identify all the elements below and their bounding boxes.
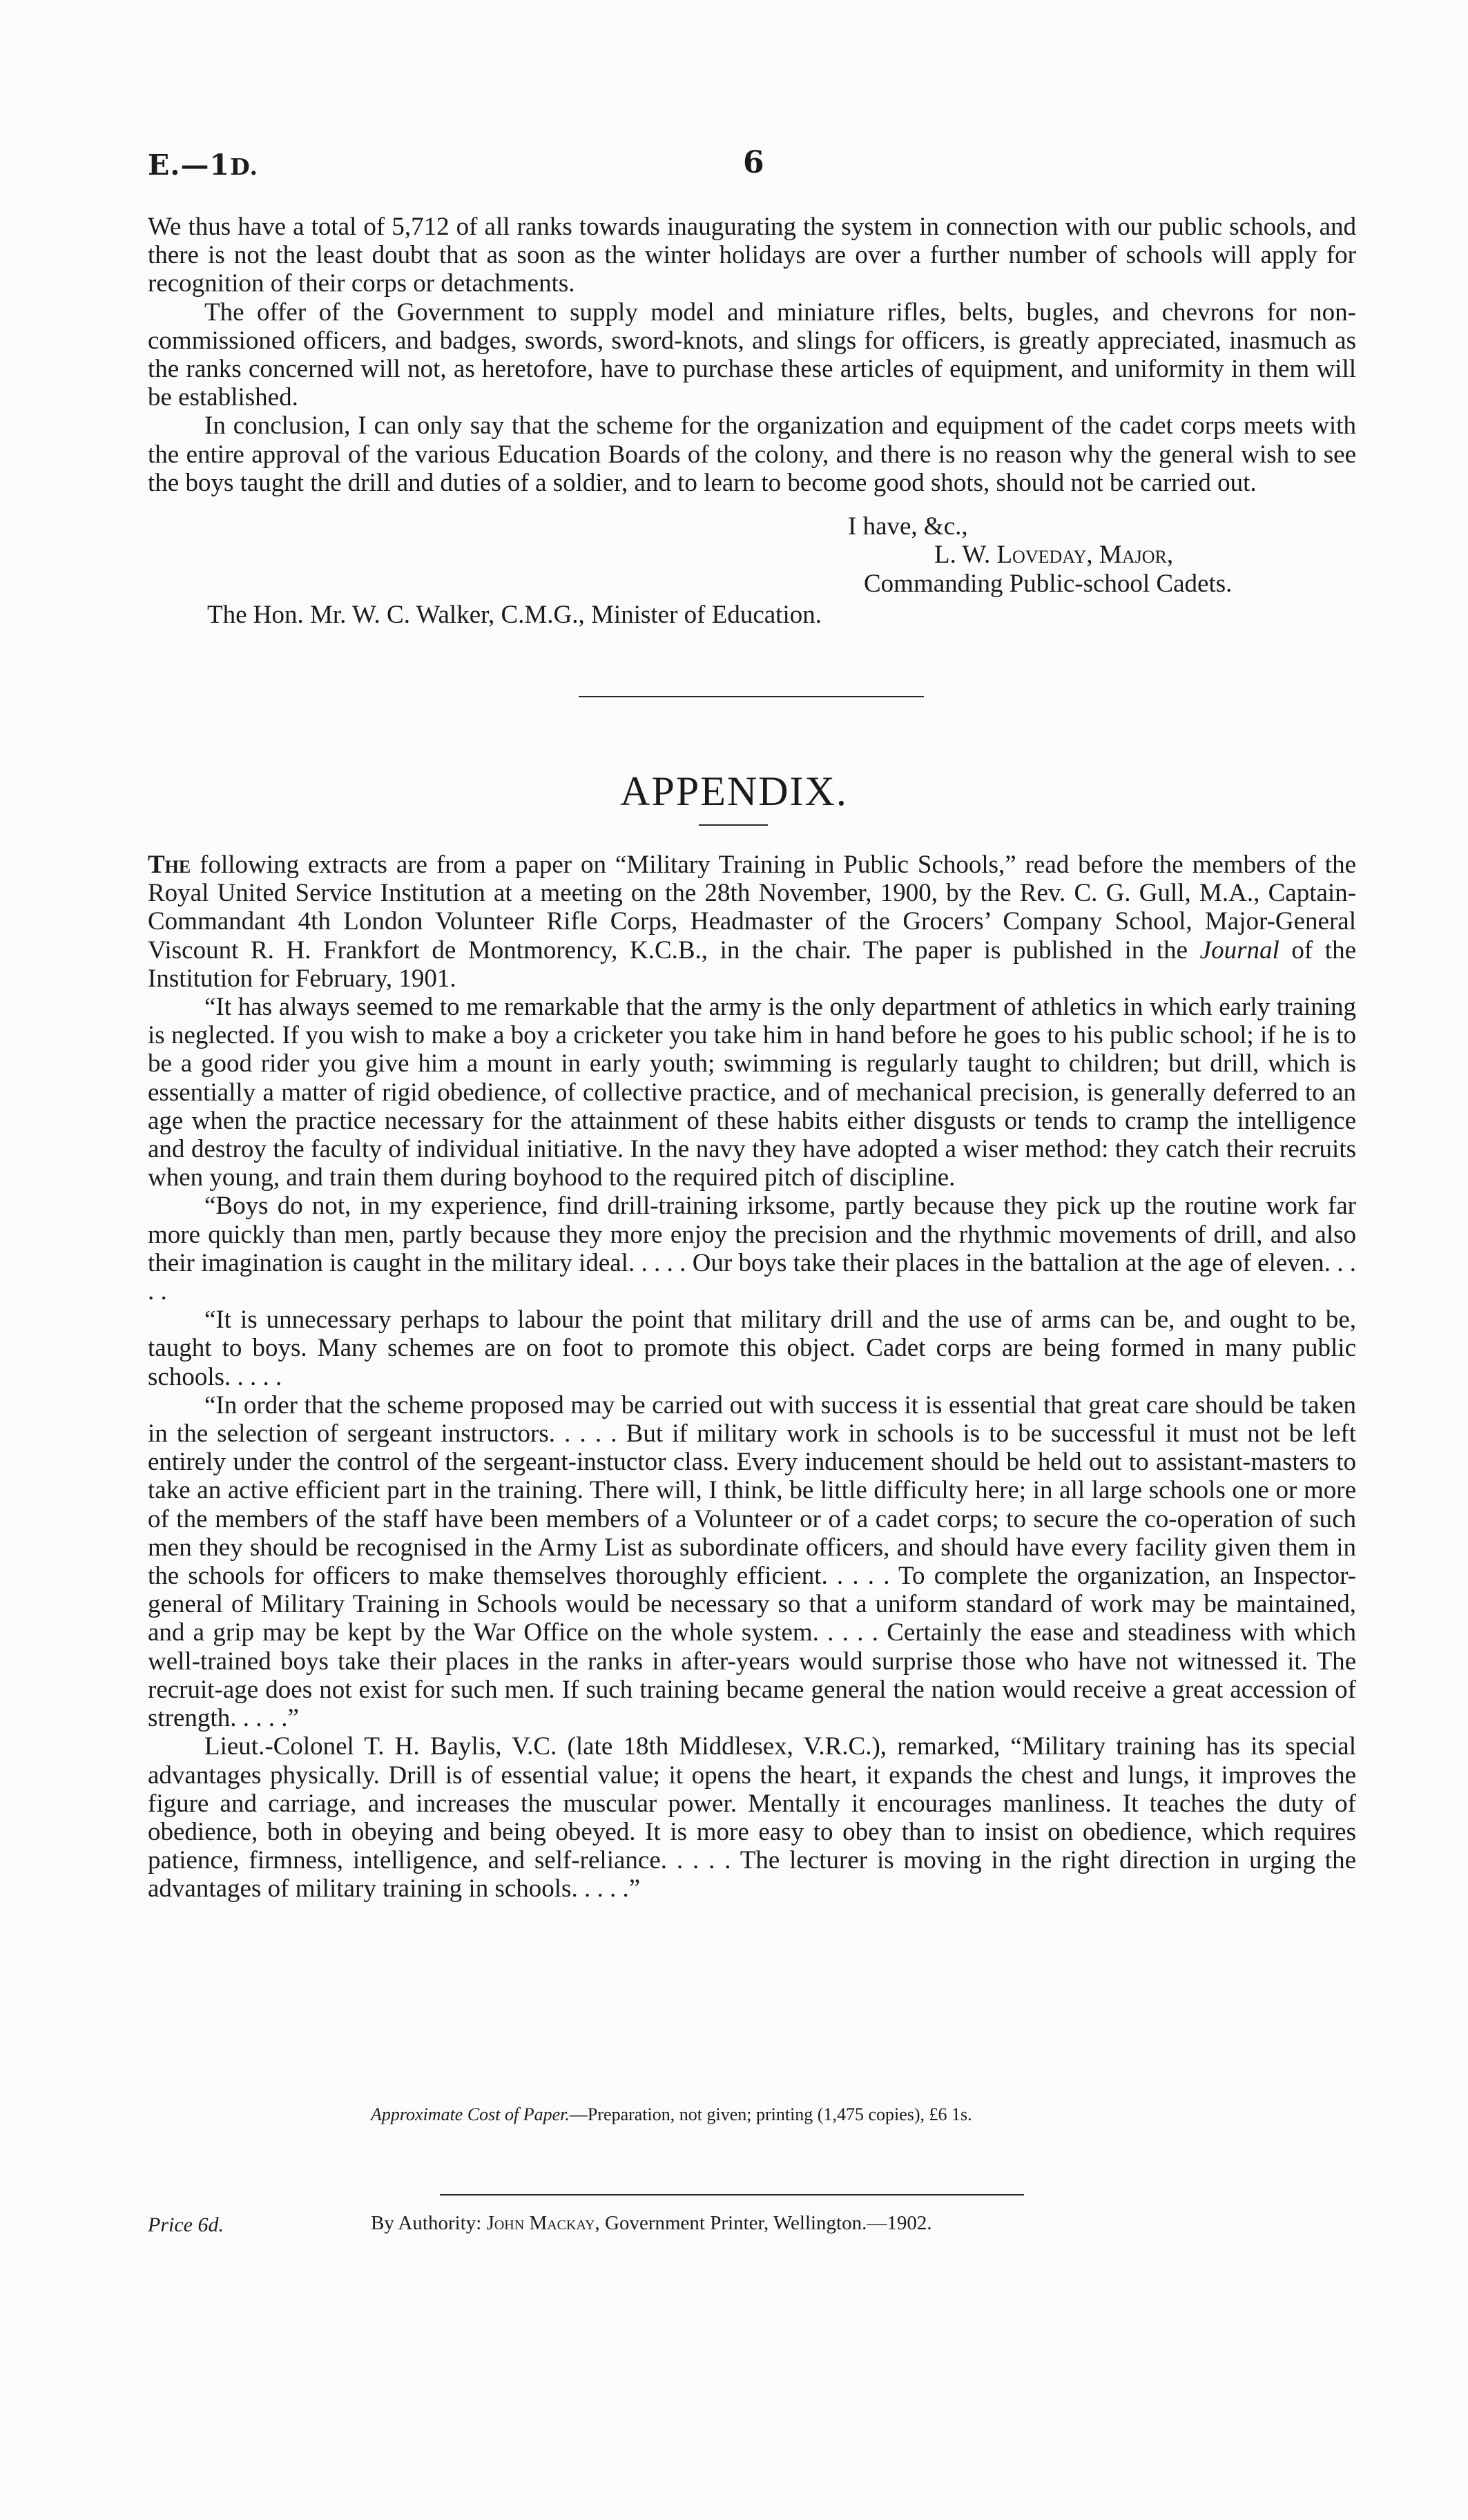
quote-paragraph: “It has always seemed to me remarkable that the army is the only department of athletics in which early training is neglected. If you wish to make a boy a cricketer you take him in hand before he goes to his public school; if he is to be a good rider you give him a mount in early youth; swimming is regularly taught to children; but drill, which is essentially a matter of rigid obedience, of collective practice, and of mechanical precision, is generally deferred to an age when the practice necessary for the attainment of these habits either disgusts or tends to cramp the intelligence and destroy the faculty of individual initiative. In the navy they have adopted a wiser method: they catch their recruits when young, and train them during boyhood to the required pitch of discipline.	[148, 993, 1356, 1192]
title-underline	[699, 824, 768, 826]
authority-prefix: By Authority:	[371, 2212, 487, 2234]
quote-paragraph: “It is unnecessary perhaps to labour the point that military drill and the use of arms can be, and ought to be, taught to boys. Many schemes are on foot to promote this object. Cadet corps are being formed in many public schools. . . . .	[148, 1306, 1356, 1391]
intro-text: following extracts are from a paper on “Military Training in Public Schools,” read before the members of the Royal United Service Institution at a meeting on the 28th November, 1900, by the Rev. C. G. Gull, M.A., Captain-Commandant 4th London Volunteer Rifle Corps, Headmaster of the Grocers’ Company School, Major-General Viscount R. H. Frankfort de Montmorency, K.C.B., in the chair. The paper is published in the	[148, 851, 1356, 965]
lead-word: The	[148, 851, 191, 879]
quote-paragraph: “In order that the scheme proposed may be carried out with success it is essential that great care should be taken in the selection of sergeant instructors. . . . . But if military work in schools is to be successful it must not be left entirely under the control of the sergeant-instuctor class. Every inducement should be held out to assistant-masters to take an active efficient part in the training. There will, I think, be little difficulty here; in all large schools one or more of the members of the staff have been members of a Volunteer or of a cadet corps; to secure the co-operation of such men they should be recognised in the Army List as subordinate officers, and should have every facility given them in the schools for officers to make themselves thoroughly efficient. . . . . To complete the organization, an Inspector-general of Military Training in Schools would be necessary so that a uniform standard of work may be maintained, and a grip may be kept by the War Office on the whole system. . . . . Certainly the ease and steadiness with which well-trained boys take their places in the ranks in after-years would surprise those who have not witnessed it. The recruit-age does not exist for such men. If such training became general the nation would receive a great accession of strength. . . . .”	[148, 1390, 1356, 1733]
quote-paragraph: “Boys do not, in my experience, find drill-training irksome, partly because they pick up the routine work far more quickly than men, partly because they more enjoy the precision and the rhythmic movements of drill, and also their imagination is caught in the military ideal. . . . . Our boys take their places in the battalion at the age of eleven. . . . .	[148, 1192, 1356, 1306]
letter-paragraph: We thus have a total of 5,712 of all ranks towards inaugurating the system in connection with our public schools, and there is not the least doubt that as soon as the winter holidays are over a further number of schools will apply for recognition of their corps or detachments.	[148, 213, 1356, 298]
signatory-name: L. W. Loveday, Major,	[934, 541, 1174, 569]
cost-text: —Preparation, not given; printing (1,475 copies), £6 1s.	[569, 2104, 972, 2124]
authority-suffix: , Government Printer, Wellington.—1902.	[595, 2212, 932, 2234]
document-reference	[148, 148, 258, 182]
cost-label: Approximate Cost of Paper.	[371, 2104, 570, 2124]
reference-suffix: D.	[230, 153, 258, 180]
appendix-title: APPENDIX.	[620, 768, 848, 814]
appendix-body	[148, 851, 1356, 1903]
printer-name: John Mackay	[486, 2212, 595, 2234]
quote-paragraph: Lieut.-Colonel T. H. Baylis, V.C. (late 18th Middlesex, V.R.C.), remarked, “Military training has its special advantages physically. Drill is of essential value; it opens the heart, it expands the chest and lungs, it improves the figure and carriage, and increases the muscular power. Mentally it encourages manliness. It teaches the duty of obedience, both in obeying and being obeyed. It is more easy to obey than to insist on obedience, which requires patience, firmness, intelligence, and self-reliance. . . . . The lecturer is moving in the right direction in urging the advantages of military training in schools. . . . .”	[148, 1732, 1356, 1903]
signatory-title: Commanding Public-school Cadets.	[864, 570, 1233, 598]
journal-title: Journal	[1199, 936, 1279, 965]
letter-body	[148, 213, 1356, 497]
reference-prefix: E.—1	[148, 148, 231, 182]
price: Price 6d.	[148, 2213, 224, 2236]
letter-paragraph: In conclusion, I can only say that the scheme for the organization and equipment of the cadet corps meets with the entire approval of the various Education Boards of the colony, and there is no reason why the general wish to see the boys taught the drill and duties of a soldier, and to learn to become good shots, should not be carried out.	[148, 411, 1356, 497]
intro-text-end: of the Institution for February, 1901.	[148, 936, 1356, 993]
closing-line: I have, &c.,	[848, 512, 968, 541]
section-divider	[579, 696, 924, 697]
appendix-intro	[148, 851, 1356, 993]
letter-paragraph: The offer of the Government to supply model and miniature rifles, belts, bugles, and chevrons for non-commissioned officers, and badges, swords, sword-knots, and slings for officers, is greatly appreciated, inasmuch as the ranks concerned will not, as heretofore, have to purchase these articles of equipment, and uniformity in them will be established.	[148, 298, 1356, 412]
page-number: 6	[743, 145, 764, 180]
printer-authority	[371, 2212, 932, 2235]
addressee: The Hon. Mr. W. C. Walker, C.M.G., Minister of Education.	[207, 601, 822, 629]
cost-note	[371, 2104, 972, 2125]
footer-rule	[440, 2194, 1024, 2196]
